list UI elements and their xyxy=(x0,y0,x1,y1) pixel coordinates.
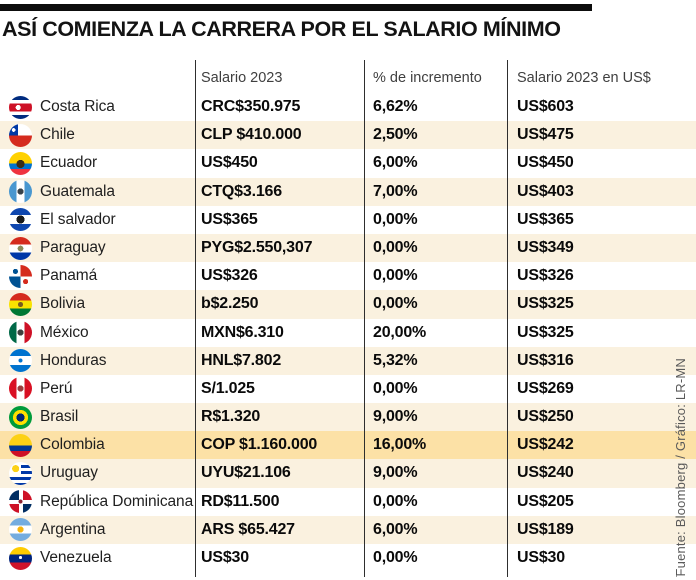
salary-2023-value: COP $1.160.000 xyxy=(201,436,318,454)
flag-bolivia-icon xyxy=(9,293,32,316)
flag-colombia-icon xyxy=(9,434,32,457)
salary-2023-value: HNL$7.802 xyxy=(201,351,282,369)
flag-guatemala-icon xyxy=(9,180,32,203)
flag-venezuela-icon xyxy=(9,547,32,570)
salary-usd-value: US$325 xyxy=(517,295,574,313)
increment-percent-value: 6,00% xyxy=(373,154,418,172)
increment-percent-value: 6,62% xyxy=(373,98,418,115)
increment-percent-value: 2,50% xyxy=(373,126,418,144)
salary-usd-value: US$349 xyxy=(517,238,574,256)
salary-2023-value: RD$11.500 xyxy=(201,492,280,510)
country-name: Honduras xyxy=(40,351,107,369)
flag-costa-rica-icon xyxy=(9,96,32,119)
salary-usd-value: US$250 xyxy=(517,408,574,426)
column-header-incremento: % de incremento xyxy=(373,70,482,86)
country-name: Colombia xyxy=(40,436,105,454)
page-title: ASÍ COMIENZA LA CARRERA POR EL SALARIO MÍNIMO xyxy=(2,17,561,41)
column-divider-2 xyxy=(364,60,365,577)
table-header-row xyxy=(0,64,696,92)
table-row xyxy=(0,290,696,318)
table-rows xyxy=(0,93,696,572)
increment-percent-value: 9,00% xyxy=(373,464,418,482)
salary-2023-value: US$30 xyxy=(201,549,249,566)
column-header-salario-2023: Salario 2023 xyxy=(201,70,283,86)
increment-percent-value: 9,00% xyxy=(373,408,418,426)
column-header-salario-usd: Salario 2023 en US$ xyxy=(517,70,651,86)
flag-peru-icon xyxy=(9,377,32,400)
salary-2023-value: US$450 xyxy=(201,154,258,172)
table-row xyxy=(0,403,696,431)
country-name: Brasil xyxy=(40,408,79,426)
salary-2023-value: CTQ$3.166 xyxy=(201,182,282,200)
salary-2023-value: PYG$2.550,307 xyxy=(201,238,313,256)
table-row xyxy=(0,206,696,234)
table-row xyxy=(0,544,696,572)
country-name: Argentina xyxy=(40,520,106,538)
source-credit: Fuente: Bloomberg / Gráfico: LR-MN xyxy=(673,357,688,576)
increment-percent-value: 0,00% xyxy=(373,492,418,510)
increment-percent-value: 6,00% xyxy=(373,520,418,538)
country-name: México xyxy=(40,323,89,341)
flag-uruguay-icon xyxy=(9,462,32,485)
salary-2023-value: UYU$21.106 xyxy=(201,464,291,482)
country-name: Bolivia xyxy=(40,295,85,313)
salary-usd-value: US$603 xyxy=(517,98,574,115)
increment-percent-value: 0,00% xyxy=(373,379,418,397)
flag-el-salvador-icon xyxy=(9,208,32,231)
increment-percent-value: 7,00% xyxy=(373,182,418,200)
salary-usd-value: US$269 xyxy=(517,379,574,397)
column-divider-3 xyxy=(507,60,508,577)
flag-honduras-icon xyxy=(9,349,32,372)
increment-percent-value: 0,00% xyxy=(373,295,418,313)
table-row xyxy=(0,149,696,177)
country-name: Panamá xyxy=(40,267,98,285)
salary-usd-value: US$403 xyxy=(517,182,574,200)
country-name: Uruguay xyxy=(40,464,98,482)
salary-usd-value: US$475 xyxy=(517,126,574,144)
country-name: Venezuela xyxy=(40,549,112,566)
country-name: Chile xyxy=(40,126,75,144)
table-row xyxy=(0,93,696,121)
salary-usd-value: US$316 xyxy=(517,351,574,369)
salary-2023-value: MXN$6.310 xyxy=(201,323,284,341)
salary-usd-value: US$242 xyxy=(517,436,574,454)
table-row xyxy=(0,319,696,347)
table-row xyxy=(0,347,696,375)
country-name: Paraguay xyxy=(40,238,106,256)
table-row xyxy=(0,178,696,206)
flag-mexico-icon xyxy=(9,321,32,344)
increment-percent-value: 20,00% xyxy=(373,323,427,341)
salary-usd-value: US$450 xyxy=(517,154,574,172)
table-row xyxy=(0,121,696,149)
flag-panama-icon xyxy=(9,265,32,288)
increment-percent-value: 0,00% xyxy=(373,549,418,566)
table-row xyxy=(0,488,696,516)
increment-percent-value: 0,00% xyxy=(373,210,418,228)
country-name: Costa Rica xyxy=(40,98,115,115)
salary-usd-value: US$365 xyxy=(517,210,574,228)
salary-2023-value: US$326 xyxy=(201,267,258,285)
table-row xyxy=(0,262,696,290)
flag-republica-dominicana-icon xyxy=(9,490,32,513)
country-name: Perú xyxy=(40,379,73,397)
increment-percent-value: 5,32% xyxy=(373,351,418,369)
country-name: Guatemala xyxy=(40,182,115,200)
table-row xyxy=(0,375,696,403)
salary-2023-value: b$2.250 xyxy=(201,295,259,313)
salary-usd-value: US$240 xyxy=(517,464,574,482)
table-row xyxy=(0,459,696,487)
table-row xyxy=(0,431,696,459)
salary-2023-value: ARS $65.427 xyxy=(201,520,295,538)
salary-usd-value: US$30 xyxy=(517,549,565,566)
salary-usd-value: US$189 xyxy=(517,520,574,538)
flag-brasil-icon xyxy=(9,406,32,429)
country-name: El salvador xyxy=(40,210,116,228)
table-row xyxy=(0,234,696,262)
salary-2023-value: US$365 xyxy=(201,210,258,228)
flag-argentina-icon xyxy=(9,518,32,541)
country-name: Ecuador xyxy=(40,154,98,172)
country-name: República Dominicana xyxy=(40,492,194,510)
table-row xyxy=(0,516,696,544)
increment-percent-value: 16,00% xyxy=(373,436,427,454)
salary-usd-value: US$205 xyxy=(517,492,574,510)
flag-ecuador-icon xyxy=(9,152,32,175)
salary-2023-value: CLP $410.000 xyxy=(201,126,302,144)
salary-2023-value: CRC$350.975 xyxy=(201,98,301,115)
salary-2023-value: S/1.025 xyxy=(201,379,255,397)
increment-percent-value: 0,00% xyxy=(373,267,418,285)
flag-chile-icon xyxy=(9,124,32,147)
increment-percent-value: 0,00% xyxy=(373,238,418,256)
flag-paraguay-icon xyxy=(9,237,32,260)
top-accent-bar xyxy=(0,4,592,11)
salary-2023-value: R$1.320 xyxy=(201,408,261,426)
column-divider-1 xyxy=(195,60,196,577)
salary-usd-value: US$325 xyxy=(517,323,574,341)
salary-usd-value: US$326 xyxy=(517,267,574,285)
